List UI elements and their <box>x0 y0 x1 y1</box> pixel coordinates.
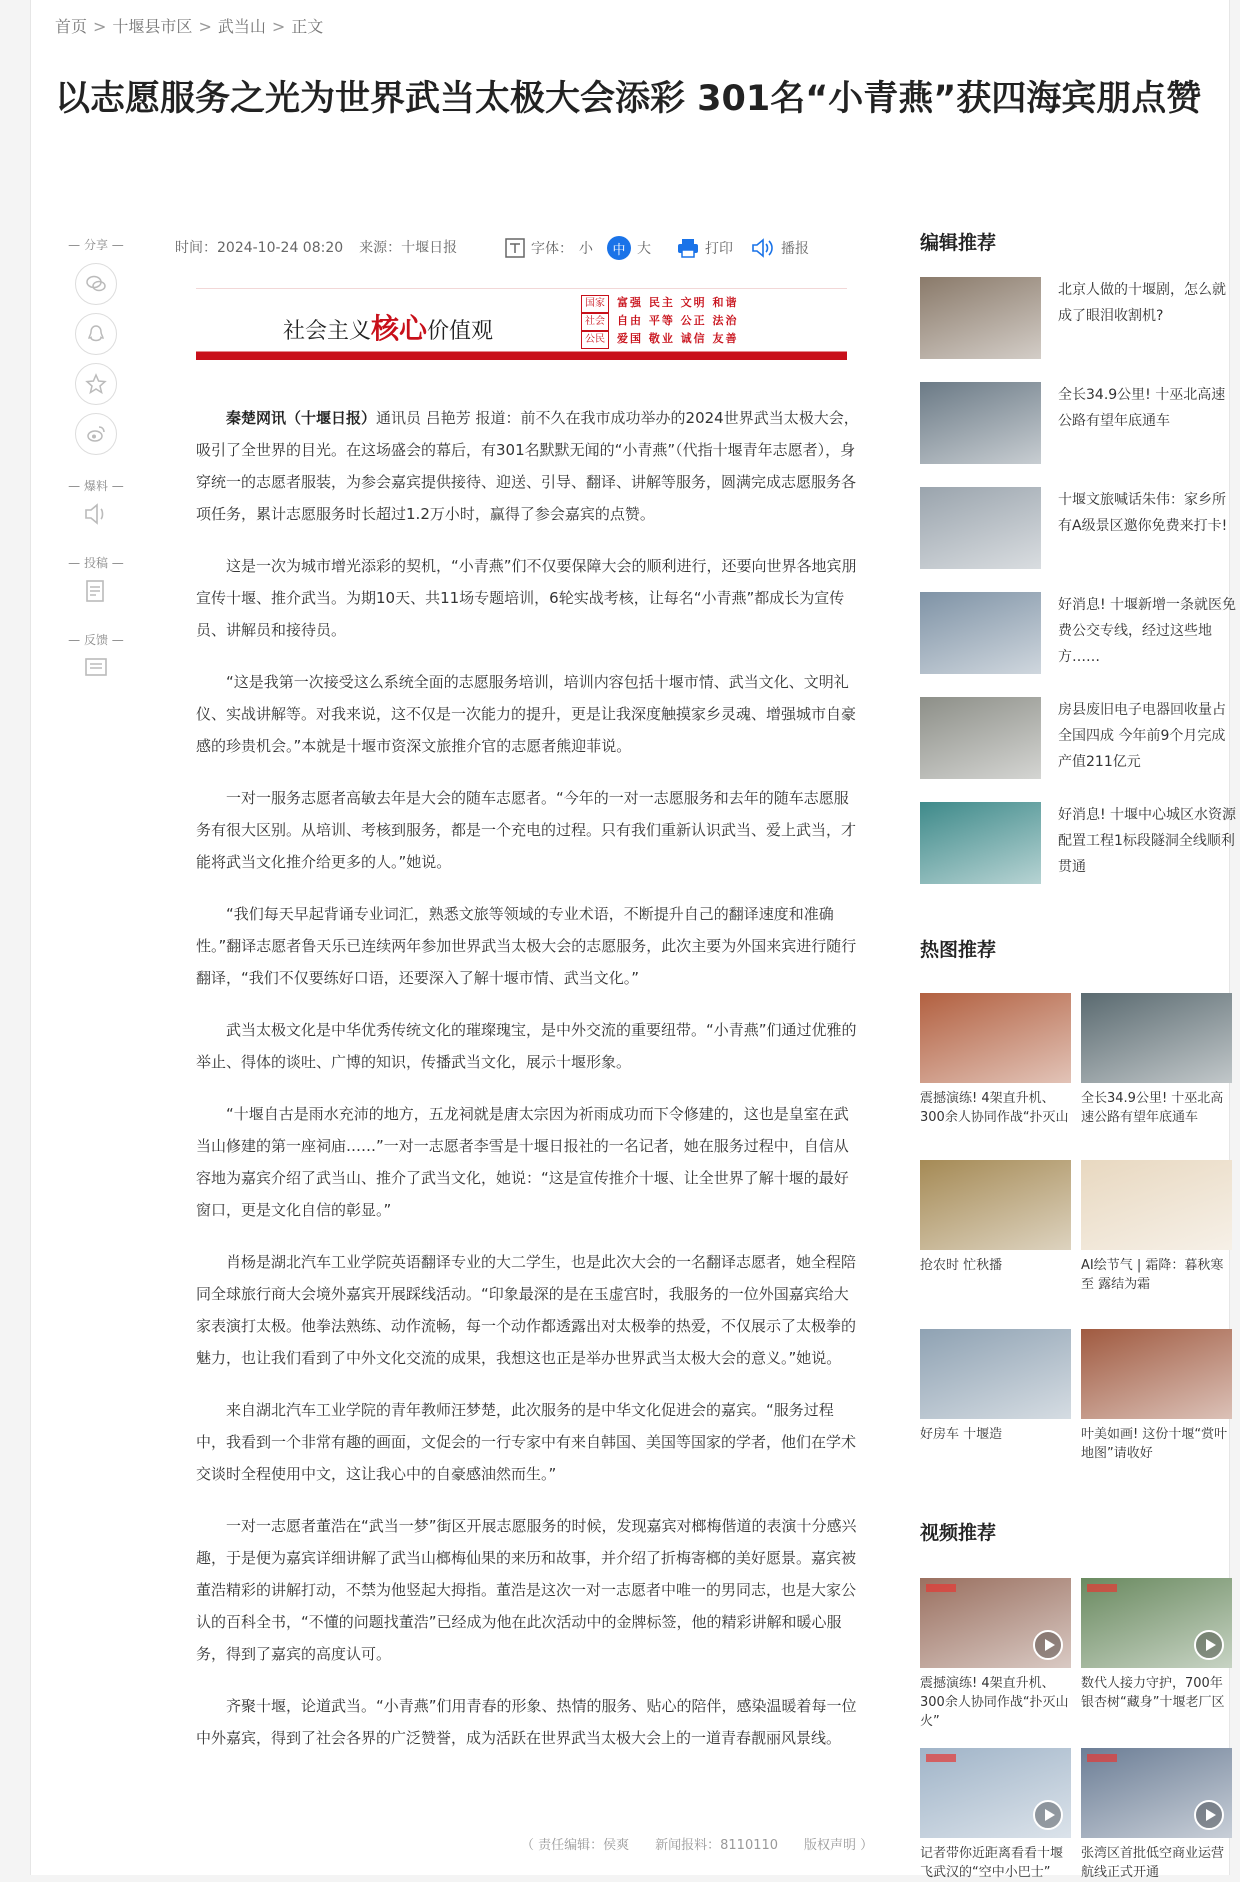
editor-item[interactable] <box>920 592 1240 674</box>
article-body <box>196 402 861 1774</box>
page <box>30 0 1237 1880</box>
wechat-share-icon[interactable] <box>75 263 117 305</box>
article-paragraph <box>196 402 861 530</box>
video-title[interactable]: 震撼演练! 4架直升机、300余人协同作战“扑灭山火” <box>920 1676 1069 1729</box>
thumbnail <box>1081 1160 1232 1250</box>
broadcast-button[interactable]: 播报 <box>781 241 809 257</box>
submit-tool[interactable] <box>55 554 137 609</box>
share-label: — 分享 — <box>68 238 124 252</box>
video-badge <box>1087 1584 1117 1592</box>
breadcrumb-district[interactable]: 武当山 <box>217 17 266 36</box>
breadcrumb-sep: > <box>93 17 107 36</box>
hot-image-title[interactable]: 全长34.9公里! 十巫北高速公路有望年底通车 <box>1081 1091 1224 1125</box>
banner-words: 自由 平等 公正 法治 <box>617 314 739 327</box>
article-paragraph: 齐聚十堰，论道武当。“小青燕”们用青春的形象、热情的服务、贴心的陪伴，感染温暖着每一位中外嘉宾，得到了社会各界的广泛赞誉，成为活跃在世界武当太极大会上的一道青春靓丽风景线。 <box>196 1697 857 1747</box>
video-recommend-title: 视频推荐 <box>920 1522 997 1544</box>
thumbnail <box>1081 1329 1232 1419</box>
hot-image-title[interactable]: 震撼演练! 4架直升机、300余人协同作战“扑灭山 <box>920 1091 1069 1125</box>
article-paragraph: “十堰自古是雨水充沛的地方，五龙祠就是唐太宗因为祈雨成功而下令修建的，这也是皇室在武当山修建的第一座祠庙……”一对一志愿者李雪是十堰日报社的一名记者，她在服务过程中，自信从容地为嘉宾介绍了武当山、推介了武当文化，她说：“这是宣传推介十堰、让全世界了解十堰的最好窗口，更是文化自信的彰显。” <box>196 1105 849 1219</box>
video-item[interactable] <box>1081 1578 1232 1712</box>
report-tool[interactable] <box>55 477 137 532</box>
publish-time: 时间：2024-10-24 08:20 <box>175 240 344 256</box>
banner-row <box>581 331 739 349</box>
print-button[interactable]: 打印 <box>705 241 733 257</box>
hot-image-item[interactable] <box>920 1329 1071 1463</box>
banner-slogan <box>283 307 493 347</box>
play-icon[interactable] <box>1194 1800 1224 1830</box>
report-label: — 爆料 — <box>68 479 124 493</box>
core-values-banner <box>196 288 847 360</box>
thumbnail <box>920 382 1041 464</box>
banner-slogan-suffix: 价值观 <box>427 319 494 344</box>
feedback-tool[interactable] <box>55 631 137 686</box>
editor-recommend-title: 编辑推荐 <box>920 232 997 254</box>
banner-words: 爱国 敬业 诚信 友善 <box>617 332 739 345</box>
editor-item[interactable] <box>920 802 1240 884</box>
thumbnail <box>920 1748 1071 1838</box>
speaker-icon <box>82 500 110 528</box>
thumbnail <box>920 802 1041 884</box>
editor-item-title[interactable]: 好消息! 十堰新增一条就医免费公交专线，经过这些地方…… <box>1058 597 1237 665</box>
qq-share-icon[interactable] <box>75 313 117 355</box>
font-large-button[interactable]: 大 <box>637 241 651 257</box>
banner-row <box>581 295 739 313</box>
video-item[interactable] <box>1081 1748 1232 1882</box>
video-item[interactable] <box>920 1748 1071 1882</box>
editor-item-title[interactable]: 北京人做的十堰剧，怎么就成了眼泪收割机? <box>1058 282 1226 324</box>
play-icon[interactable] <box>1194 1630 1224 1660</box>
page-title: 以志愿服务之光为世界武当太极大会添彩 301名“小青燕”获四海宾朋点赞 <box>55 79 1202 119</box>
breadcrumb <box>55 14 323 37</box>
qzone-share-icon[interactable] <box>75 363 117 405</box>
video-badge <box>1087 1754 1117 1762</box>
article-tools <box>505 236 815 260</box>
editor-item-title[interactable]: 好消息! 十堰中心城区水资源配置工程1标段隧洞全线顺利贯通 <box>1058 807 1237 875</box>
breadcrumb-home[interactable]: 首页 <box>55 17 88 36</box>
thumbnail <box>920 1578 1071 1668</box>
hot-image-item[interactable] <box>920 993 1071 1127</box>
video-badge <box>926 1584 956 1592</box>
hot-image-item[interactable] <box>1081 993 1232 1127</box>
hot-image-item[interactable] <box>920 1160 1071 1294</box>
banner-words: 富强 民主 文明 和谐 <box>617 296 739 309</box>
hot-images-title: 热图推荐 <box>920 939 997 961</box>
weibo-share-icon[interactable] <box>75 413 117 455</box>
edit-document-icon <box>82 577 110 605</box>
feedback-icon <box>82 654 110 682</box>
font-medium-button[interactable]: 中 <box>607 236 631 260</box>
thumbnail <box>1081 1748 1232 1838</box>
thumbnail <box>920 1160 1071 1250</box>
banner-values <box>581 295 739 349</box>
article-paragraph: 来自湖北汽车工业学院的青年教师汪梦楚，此次服务的是中华文化促进会的嘉宾。“服务过程中，我看到一个非常有趣的画面，文促会的一行专家中有来自韩国、美国等国家的学者，他们在学术交谈时全程使用中文，这让我心中的自豪感油然而生。” <box>196 1401 857 1483</box>
font-size-icon <box>505 238 525 258</box>
video-title[interactable]: 张湾区首批低空商业运营航线正式开通 <box>1081 1846 1225 1880</box>
hot-image-title[interactable]: 抢农时 忙秋播 <box>920 1258 1003 1273</box>
thumbnail <box>920 1329 1071 1419</box>
article-paragraph: 这是一次为城市增光添彩的契机，“小青燕”们不仅要保障大会的顺利进行，还要向世界各地宾朋宣传十堰、推介武当。为期10天、共11场专题培训，6轮实战考核，让每名“小青燕”都成长为宣传员、讲解员和接待员。 <box>196 557 857 639</box>
banner-tag: 国家 <box>581 295 609 313</box>
hot-image-title[interactable]: 叶美如画! 这份十堰“赏叶地图”请收好 <box>1081 1427 1228 1461</box>
broadcast-icon[interactable] <box>751 238 775 258</box>
video-title[interactable]: 数代人接力守护，700年银杏树“藏身”十堰老厂区 <box>1081 1676 1225 1710</box>
article-paragraph: “这是我第一次接受这么系统全面的志愿服务培训，培训内容包括十堰市情、武当文化、文明礼仪、实战讲解等。对我来说，这不仅是一次能力的提升，更是让我深度触摸家乡灵魂、增强城市自豪感的珍贵机会。”本就是十堰市资深文旅推介官的志愿者熊迎菲说。 <box>196 673 857 755</box>
editor-item[interactable] <box>920 277 1240 359</box>
article-paragraph: 肖杨是湖北汽车工业学院英语翻译专业的大二学生，也是此次大会的一名翻译志愿者，她全程陪同全球旅行商大会境外嘉宾开展踩线活动。“印象最深的是在玉虚宫时，我服务的一位外国嘉宾给大家表演打太极。他拳法熟练、动作流畅，每一个动作都透露出对太极拳的热爱，不仅展示了太极拳的魅力，也让我们看到了中外文化交流的成果，我想这也正是举办世界武当太极大会的意义。”她说。 <box>196 1253 857 1367</box>
editor-item[interactable] <box>920 697 1240 779</box>
feedback-label: — 反馈 — <box>68 633 124 647</box>
article-lead-text: 通讯员 吕艳芳 报道：前不久在我市成功举办的2024世界武当太极大会，吸引了全世界的目光。在这场盛会的幕后，有301名默默无闻的“小青燕”（代指十堰青年志愿者），身穿统一的志愿者服装，为参会嘉宾提供接待、迎送、引导、翻译、讲解等服务，圆满完成志愿服务各项任务，累计志愿服务时长超过1.2万小时，赢得了参会嘉宾的点赞。 <box>196 409 859 523</box>
breadcrumb-sep: > <box>198 17 212 36</box>
hot-image-title[interactable]: 好房车 十堰造 <box>920 1427 1003 1442</box>
print-icon[interactable] <box>677 238 699 258</box>
banner-tag: 公民 <box>581 331 609 349</box>
breadcrumb-current: 正文 <box>291 17 324 36</box>
editor-item-title[interactable]: 房县废旧电子电器回收量占全国四成 今年前9个月完成产值211亿元 <box>1058 702 1226 770</box>
banner-tag: 社会 <box>581 313 609 331</box>
share-column <box>55 236 137 686</box>
video-badge <box>926 1754 956 1762</box>
play-icon[interactable] <box>1033 1800 1063 1830</box>
video-title[interactable]: 记者带你近距离看看十堰飞武汉的“空中小巴士” <box>920 1846 1064 1880</box>
thumbnail <box>920 993 1071 1083</box>
editor-footer: （ 责任编辑：侯爽 新闻报料：8110110 版权声明 ） <box>521 1838 874 1853</box>
thumbnail <box>920 697 1041 779</box>
video-item[interactable] <box>920 1578 1071 1729</box>
banner-slogan-core: 核心 <box>371 312 428 345</box>
banner-row <box>581 313 739 331</box>
article-source: 来源：十堰日报 <box>359 240 458 256</box>
play-icon[interactable] <box>1033 1630 1063 1660</box>
breadcrumb-city[interactable]: 十堰县市区 <box>112 17 193 36</box>
breadcrumb-sep: > <box>271 17 286 36</box>
font-small-button[interactable]: 小 <box>579 241 593 257</box>
thumbnail <box>1081 993 1232 1083</box>
editor-item-title[interactable]: 全长34.9公里! 十巫北高速公路有望年底通车 <box>1058 387 1226 429</box>
hot-image-item[interactable] <box>1081 1329 1232 1463</box>
thumbnail <box>920 487 1041 569</box>
banner-slogan-prefix: 社会主义 <box>283 319 372 344</box>
hot-image-title[interactable]: AI绘节气 | 霜降：暮秋寒至 露结为霜 <box>1081 1258 1224 1292</box>
font-label: 字体： <box>531 241 573 257</box>
editor-item[interactable] <box>920 487 1240 569</box>
article-paragraph: 一对一服务志愿者高敏去年是大会的随车志愿者。“今年的一对一志愿服务和去年的随车志愿服务有很大区别。从培训、考核到服务，都是一个充电的过程。只有我们重新认识武当、爱上武当，才能将武当文化推介给更多的人。”她说。 <box>196 789 857 871</box>
thumbnail <box>920 592 1041 674</box>
hot-image-item[interactable] <box>1081 1160 1232 1294</box>
submit-label: — 投稿 — <box>68 556 124 570</box>
thumbnail <box>1081 1578 1232 1668</box>
editor-item-title[interactable]: 十堰文旅喊话朱伟：家乡所有A级景区邀你免费来打卡! <box>1058 492 1228 534</box>
article-lead-source: 秦楚网讯（十堰日报） <box>226 409 377 427</box>
article-meta <box>175 236 855 258</box>
article-paragraph: 武当太极文化是中华优秀传统文化的璀璨瑰宝，是中外交流的重要纽带。“小青燕”们通过优雅的举止、得体的谈吐、广博的知识，传播武当文化，展示十堰形象。 <box>196 1021 857 1071</box>
thumbnail <box>920 277 1041 359</box>
editor-item[interactable] <box>920 382 1240 464</box>
article-paragraph: 一对一志愿者董浩在“武当一梦”街区开展志愿服务的时候，发现嘉宾对榔梅偕道的表演十分感兴趣，于是便为嘉宾详细讲解了武当山榔梅仙果的来历和故事，并介绍了折梅寄榔的美好愿景。嘉宾被董浩精彩的讲解打动，不禁为他竖起大拇指。董浩是这次一对一志愿者中唯一的男同志，也是大家公认的百科全书，“不懂的问题找董浩”已经成为他在此次活动中的金牌标签，他的精彩讲解和暖心服务，得到了嘉宾的高度认可。 <box>196 1517 857 1663</box>
article-paragraph: “我们每天早起背诵专业词汇，熟悉文旅等领域的专业术语，不断提升自己的翻译速度和准确性。”翻译志愿者鲁天乐已连续两年参加世界武当太极大会的志愿服务，此次主要为外国来宾进行随行翻译，“我们不仅要练好口语，还要深入了解十堰市情、武当文化。” <box>196 905 857 987</box>
